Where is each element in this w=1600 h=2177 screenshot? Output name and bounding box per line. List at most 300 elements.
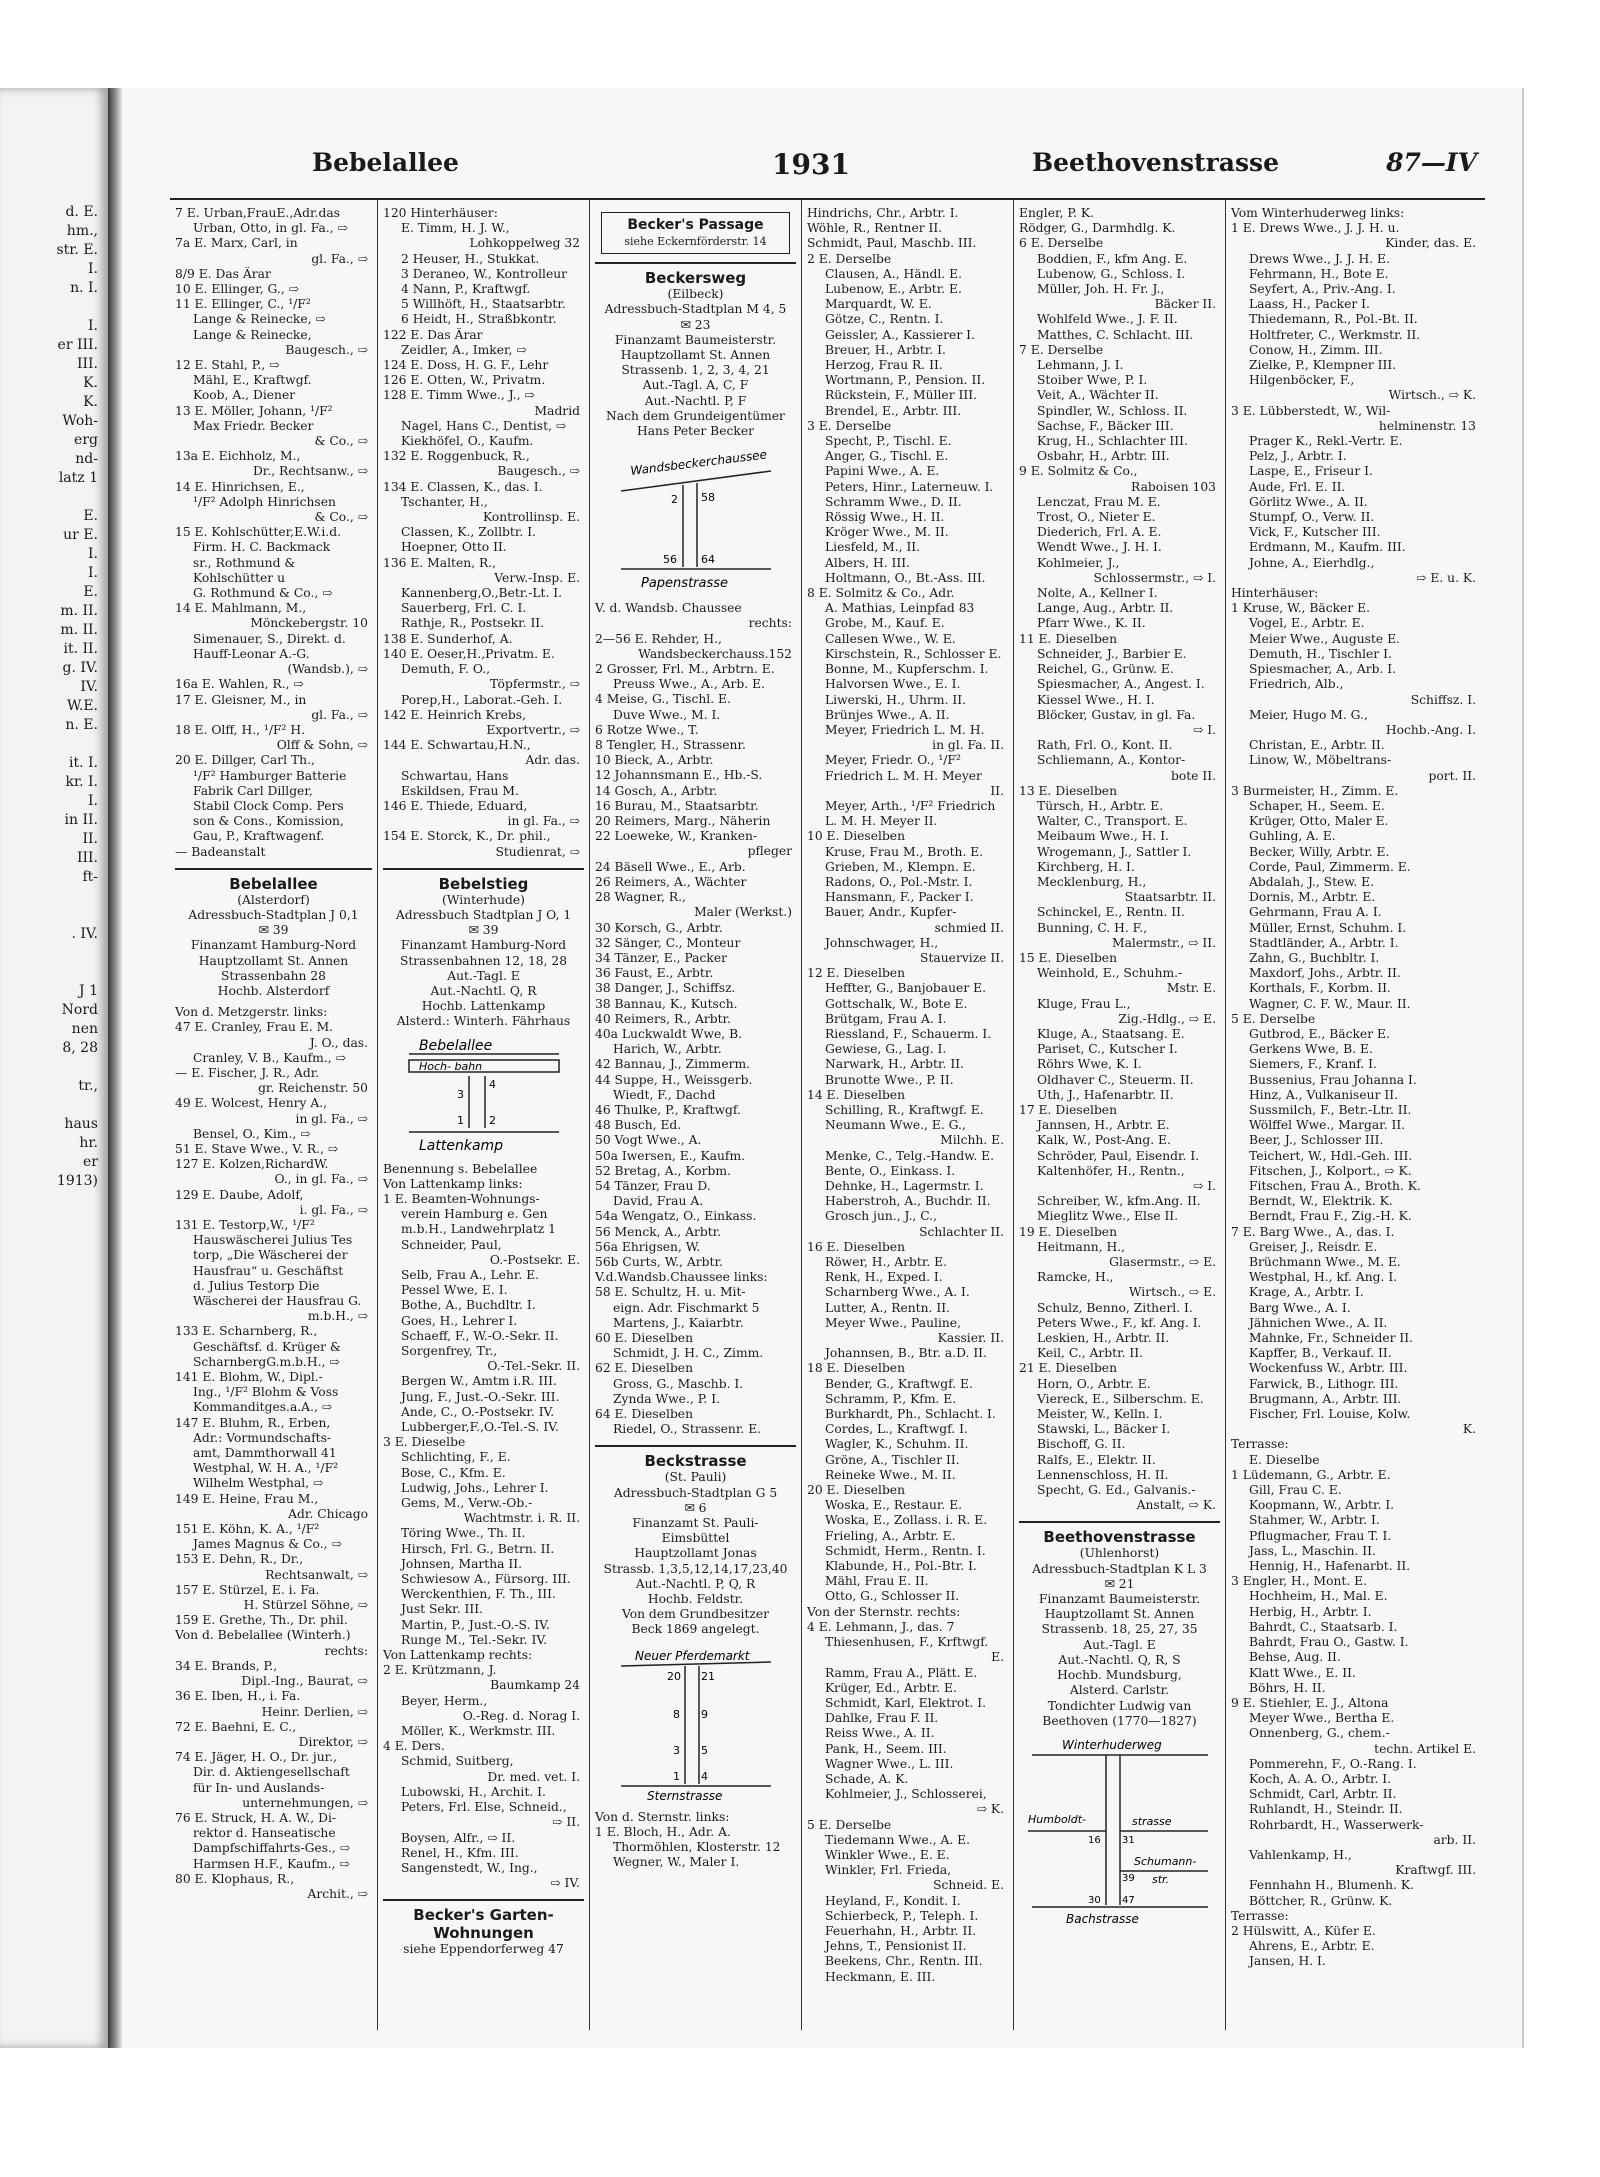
directory-entry: Anger, G., Tischl. E. bbox=[825, 449, 949, 464]
directory-entry: Becker, Willy, Arbtr. E. bbox=[1249, 844, 1390, 859]
directory-entry: Bauer, Andr., Kupfer- bbox=[825, 905, 957, 920]
directory-entry: Klabunde, H., Pol.-Btr. I. bbox=[825, 1559, 977, 1574]
directory-entry: Geissler, A., Kassierer I. bbox=[825, 327, 975, 342]
directory-entry: 142 E. Heinrich Krebs, bbox=[383, 707, 526, 722]
directory-entry: Hinz, A., Vulkaniseur II. bbox=[1249, 1087, 1398, 1102]
directory-entry: Engler, P. K. bbox=[1019, 206, 1095, 220]
directory-entry: Schliemann, A., Kontor- bbox=[1037, 753, 1186, 768]
map-number: 9 bbox=[700, 1707, 708, 1721]
directory-entry: 134 E. Classen, K., das. I. bbox=[383, 479, 543, 494]
directory-entry: 2 E. Krützmann, J. bbox=[383, 1663, 497, 1678]
directory-entry: Erdmann, M., Kaufm. III. bbox=[1249, 540, 1406, 555]
info-line: Adressbuch-Stadtplan M 4, 5 bbox=[604, 302, 787, 317]
directory-entry: Jansen, H. I. bbox=[1249, 1954, 1326, 1969]
street-heading bbox=[595, 262, 796, 287]
directory-entry: Rathje, R., Postsekr. II. bbox=[401, 616, 545, 631]
directory-entry: 2 Hülswitt, A., Küfer E. bbox=[1231, 1923, 1376, 1938]
directory-entry: 10 E. Dieselben bbox=[807, 829, 906, 844]
directory-entry: Behse, Aug. II. bbox=[1249, 1650, 1341, 1665]
map-number: 3 bbox=[672, 1743, 680, 1757]
directory-entry: Classen, K., Zollbtr. I. bbox=[401, 525, 536, 540]
directory-entry: Beer, J., Schlosser III. bbox=[1249, 1133, 1384, 1148]
directory-entry: 19 E. Dieselben bbox=[1019, 1224, 1118, 1239]
directory-entry: 12 E. Dieselben bbox=[807, 966, 906, 981]
directory-entry: 1 E. Beamten-Wohnungs- bbox=[383, 1191, 540, 1206]
directory-entry: Von Lattenkamp links: bbox=[383, 1176, 523, 1191]
directory-entry: 144 E. Schwartau,H.N., bbox=[383, 738, 531, 753]
directory-entry: Ramcke, H., bbox=[1037, 1270, 1114, 1285]
directory-entry: Kohlmeier, J., Schlosserei, bbox=[825, 1787, 987, 1802]
column-5 bbox=[1014, 200, 1226, 2030]
directory-entry: 48 Busch, Ed. bbox=[595, 1118, 682, 1133]
directory-entry: rechts: bbox=[324, 1643, 368, 1658]
directory-entry: Rohrbardt, H., Wasserwerk- bbox=[1249, 1817, 1424, 1832]
directory-entry: Hilgenböcker, F., bbox=[1249, 373, 1355, 388]
directory-entry: Türsch, H., Arbtr. E. bbox=[1037, 798, 1164, 813]
directory-entry: Bergen W., Amtm i.R. III. bbox=[401, 1374, 557, 1389]
directory-entry: Goes, H., Lehrer I. bbox=[401, 1313, 518, 1328]
directory-entry: in gl. Fa. II. bbox=[932, 738, 1004, 753]
directory-entry: Breuer, H., Arbtr. I. bbox=[825, 342, 946, 357]
directory-entry: Martin, P., Just.-O.-S. IV. bbox=[401, 1617, 550, 1632]
directory-entry: Wäscherei der Hausfrau G. bbox=[193, 1294, 362, 1309]
map-label-right: str. bbox=[1151, 1872, 1169, 1886]
directory-entry: Reineke Wwe., M. II. bbox=[825, 1467, 956, 1482]
directory-entry: Peters, Hinr., Laterneuw. I. bbox=[825, 479, 994, 494]
directory-entry: helminenstr. 13 bbox=[1378, 418, 1476, 433]
directory-entry: 6 Heidt, H., Straßbkontr. bbox=[401, 312, 557, 327]
directory-entry: Pommerehn, F., O.-Rang. I. bbox=[1249, 1756, 1417, 1771]
directory-entry: Jähnichen Wwe., A. II. bbox=[1249, 1315, 1388, 1330]
directory-entry: techn. Artikel E. bbox=[1374, 1741, 1476, 1756]
directory-entry: Fitschen, J., Kolport., ⇨ K. bbox=[1249, 1163, 1412, 1178]
map-number: 3 bbox=[456, 1087, 464, 1101]
directory-entry: Narwark, H., Arbtr. II. bbox=[825, 1057, 964, 1072]
directory-entry: 30 Korsch, G., Arbtr. bbox=[595, 920, 723, 935]
directory-entry: Hauff-Leonar A.-G. bbox=[193, 646, 310, 661]
directory-entry: 9 E. Solmitz & Co., bbox=[1019, 464, 1138, 479]
info-line: ✉ 39 bbox=[258, 923, 289, 938]
map-label-top: Bebelallee bbox=[418, 1037, 492, 1054]
directory-entry: Wrogemann, J., Sattler I. bbox=[1037, 844, 1192, 859]
directory-entry: Reichel, G., Grünw. E. bbox=[1037, 662, 1174, 677]
directory-entry: & Co., ⇨ bbox=[314, 510, 368, 525]
map-number: 4 bbox=[488, 1077, 496, 1091]
directory-entry: Heyland, F., Kondit. I. bbox=[825, 1893, 961, 1908]
directory-entry: Wagner Wwe., L. III. bbox=[825, 1756, 954, 1771]
info-line: Aut.-Tagl. E bbox=[1083, 1637, 1156, 1652]
directory-entry: Gill, Frau C. E. bbox=[1249, 1483, 1342, 1498]
column-2 bbox=[378, 200, 590, 2030]
directory-entry: Heitmann, H., bbox=[1037, 1239, 1126, 1254]
directory-entry: 16a E. Wahlen, R., ⇨ bbox=[175, 677, 304, 692]
directory-entry: Brugmann, A., Arbtr. III. bbox=[1249, 1391, 1402, 1406]
directory-entry: Schröder, Paul, Eisendr. I. bbox=[1037, 1148, 1200, 1163]
directory-entry: 20 Reimers, Marg., Näherin bbox=[595, 814, 771, 829]
directory-entry: Möller, K., Werkmstr. III. bbox=[401, 1724, 556, 1739]
directory-entry: 32 Sänger, C., Monteur bbox=[595, 935, 741, 950]
map-label-right: Schumann- bbox=[1133, 1854, 1196, 1868]
directory-entry: E. Timm, H. J. W., bbox=[401, 221, 510, 236]
directory-entry: 6 Rotze Wwe., T. bbox=[595, 722, 699, 737]
directory-entry: Haberstroh, A., Buchdr. II. bbox=[825, 1194, 991, 1209]
directory-entry: 9 E. Stiehler, E. J., Altona bbox=[1231, 1695, 1389, 1710]
directory-entry: Benennung s. Bebelallee bbox=[383, 1161, 538, 1176]
directory-entry: Maxdorf, Johs., Arbtr. II. bbox=[1249, 966, 1401, 981]
street-district: (Alsterdorf) bbox=[237, 892, 310, 907]
directory-entry: Diederich, Frl. A. E. bbox=[1037, 525, 1162, 540]
directory-entry: Holtmann, O., Bt.-Ass. III. bbox=[825, 570, 986, 585]
directory-entry: Stawski, L., Bäcker I. bbox=[1037, 1422, 1171, 1437]
directory-entry: Studienrat, ⇨ bbox=[495, 844, 580, 859]
facing-page-text: d. E. hm., str. E. I. n. I. I. er III. III. K. K. Woh- erg nd- latz 1 E. ur E. I. I. E. m. II. m. II. it. II. g. IV. IV. W.E. n. E. it. I. kr. I. I. in II. II. III. ft- . IV. J 1 Nord nen 8, 28 tr., haus hr. er 1913) bbox=[56, 204, 98, 1189]
directory-entry: Maler (Werkst.) bbox=[694, 905, 792, 920]
directory-entry: 8 E. Solmitz & Co., Adr. bbox=[807, 586, 955, 601]
directory-entry: Stoiber Wwe, P. I. bbox=[1037, 373, 1148, 388]
directory-entry: 149 E. Heine, Frau M., bbox=[175, 1491, 319, 1506]
directory-entry: — E. Fischer, J. R., Adr. bbox=[175, 1065, 320, 1080]
directory-entry: 132 E. Roggenbuck, R., bbox=[383, 449, 530, 464]
map-label-top: Wandsbeckerchaussee bbox=[629, 447, 768, 479]
directory-entry: Mähl, E., Kraftwgf. bbox=[193, 373, 312, 388]
directory-entry: Kiekhöfel, O., Kaufm. bbox=[401, 434, 534, 449]
directory-entry: Pfarr Wwe., K. II. bbox=[1037, 616, 1146, 631]
directory-entry: Bahrdt, C., Staatsarb. I. bbox=[1249, 1619, 1398, 1634]
directory-entry: Schaeff, F., W.-O.-Sekr. II. bbox=[401, 1328, 559, 1343]
map-number: 20 bbox=[666, 1669, 681, 1683]
directory-columns bbox=[170, 198, 1485, 2030]
directory-entry: ¹/F² Adolph Hinrichsen bbox=[193, 494, 336, 509]
directory-entry: ⇨ E. u. K. bbox=[1416, 570, 1476, 585]
info-line: Hauptzollamt St. Annen bbox=[198, 953, 349, 968]
info-line: Von dem Grundbesitzer bbox=[621, 1607, 770, 1622]
directory-entry: Krüger, Ed., Arbtr. E. bbox=[825, 1680, 957, 1695]
directory-entry: Pflugmacher, Frau T. I. bbox=[1249, 1528, 1392, 1543]
directory-entry: Meyer, Friedr. O., ¹/F² bbox=[825, 753, 961, 768]
directory-entry: Klatt Wwe., E. II. bbox=[1249, 1665, 1356, 1680]
directory-entry: Bente, O., Einkass. I. bbox=[825, 1163, 956, 1178]
info-line: Finanzamt Hamburg-Nord bbox=[400, 938, 567, 953]
column-4 bbox=[802, 200, 1014, 2030]
street-map bbox=[601, 1644, 791, 1804]
entry-list bbox=[595, 1810, 796, 1871]
directory-entry: 80 E. Klophaus, R., bbox=[175, 1871, 295, 1886]
directory-entry: 62 E. Dieselben bbox=[595, 1361, 694, 1376]
map-number: 5 bbox=[700, 1743, 708, 1757]
directory-entry: Dahlke, Frau F. II. bbox=[825, 1711, 939, 1726]
directory-entry: ScharnbergG.m.b.H., ⇨ bbox=[193, 1354, 340, 1369]
directory-entry: Beekens, Chr., Rentn. III. bbox=[825, 1954, 983, 1969]
directory-entry: 38 Bannau, K., Kutsch. bbox=[595, 996, 738, 1011]
directory-entry: Archit., ⇨ bbox=[307, 1886, 368, 1901]
directory-entry: Schaper, H., Seem. E. bbox=[1249, 798, 1385, 813]
map-number: 2 bbox=[670, 493, 678, 507]
directory-entry: Hochheim, H., Mal. E. bbox=[1249, 1589, 1388, 1604]
info-line: Hochb. Alsterdorf bbox=[217, 983, 330, 998]
directory-entry: 2 Heuser, H., Stukkat. bbox=[401, 251, 540, 266]
directory-entry: 122 E. Das Ärar bbox=[383, 327, 483, 342]
directory-entry: ⇨ K. bbox=[976, 1802, 1004, 1817]
entry-list bbox=[383, 206, 584, 860]
directory-entry: Krage, A., Arbtr. I. bbox=[1249, 1285, 1364, 1300]
directory-entry: Johannsen, B., Btr. a.D. II. bbox=[825, 1346, 987, 1361]
directory-entry: Kröger Wwe., M. II. bbox=[825, 525, 949, 540]
directory-entry: Papini Wwe., A. E. bbox=[825, 464, 940, 479]
column-3 bbox=[590, 200, 802, 2030]
directory-entry: 10 E. Ellinger, G., ⇨ bbox=[175, 282, 299, 297]
directory-entry: H. Stürzel Söhne, ⇨ bbox=[243, 1598, 368, 1613]
directory-entry: Onnenberg, G., chem.- bbox=[1249, 1726, 1390, 1741]
directory-entry: Hennig, H., Hafenarbt. II. bbox=[1249, 1559, 1411, 1574]
directory-entry: Von d. Sternstr. links: bbox=[595, 1809, 730, 1824]
directory-entry: Von der Sternstr. rechts: bbox=[807, 1604, 961, 1619]
directory-entry: Terrasse: bbox=[1231, 1437, 1289, 1452]
street-name: Beethovenstrasse bbox=[1043, 1528, 1196, 1547]
directory-entry: G. Rothmund & Co., ⇨ bbox=[193, 586, 333, 601]
directory-entry: — Badeanstalt bbox=[175, 844, 266, 859]
page-header bbox=[172, 148, 1477, 188]
directory-entry: Bose, C., Kfm. E. bbox=[401, 1465, 506, 1480]
directory-entry: 140 E. Oeser,H.,Privatm. E. bbox=[383, 646, 555, 661]
directory-entry: Wirtsch., ⇨ E. bbox=[1128, 1285, 1216, 1300]
directory-entry: Hindrichs, Chr., Arbtr. I. bbox=[807, 206, 959, 220]
directory-entry: Nagel, Hans C., Dentist, ⇨ bbox=[401, 418, 567, 433]
directory-entry: 56 Menck, A., Arbtr. bbox=[595, 1224, 722, 1239]
directory-entry: 13 E. Möller, Johann, ¹/F² bbox=[175, 403, 333, 418]
directory-entry: 10 Bieck, A., Arbtr. bbox=[595, 753, 714, 768]
directory-entry: Liesfeld, M., II. bbox=[825, 540, 921, 555]
directory-entry: Bischoff, G. II. bbox=[1037, 1437, 1126, 1452]
directory-entry: Grosch jun., J., C., bbox=[825, 1209, 937, 1224]
directory-entry: Brendel, E., Arbtr. III. bbox=[825, 403, 962, 418]
directory-entry: Mecklenburg, H., bbox=[1037, 874, 1147, 889]
directory-entry: 3 Engler, H., Mont. E. bbox=[1231, 1574, 1368, 1589]
directory-entry: 151 E. Köhn, K. A., ¹/F² bbox=[175, 1522, 320, 1537]
directory-entry: Wohlfeld Wwe., J. F. II. bbox=[1037, 312, 1178, 327]
directory-entry: 13 E. Dieselben bbox=[1019, 783, 1118, 798]
directory-entry: Preuss Wwe., A., Arb. E. bbox=[613, 677, 765, 692]
directory-entry: Meister, W., Kelln. I. bbox=[1037, 1407, 1163, 1422]
directory-entry: Westphal, W. H. A., ¹/F² bbox=[193, 1461, 339, 1476]
directory-entry: Schmidt, J. H. C., Zimm. bbox=[613, 1346, 764, 1361]
directory-entry: Siemers, F., Kranf. I. bbox=[1249, 1057, 1377, 1072]
directory-entry: 7 E. Urban,FrauE.,Adr.das bbox=[175, 206, 340, 220]
directory-entry: 7 E. Barg Wwe., A., das. I. bbox=[1231, 1224, 1395, 1239]
directory-entry: Kirchberg, H. I. bbox=[1037, 859, 1135, 874]
directory-entry: Kinder, das. E. bbox=[1385, 236, 1476, 251]
directory-entry: Gewiese, G., Lag. I. bbox=[825, 1042, 947, 1057]
info-line: Tondichter Ludwig van bbox=[1047, 1698, 1192, 1713]
directory-entry: 18 E. Dieselben bbox=[807, 1361, 906, 1376]
directory-entry: Schreiber, W., kfm.Ang. II. bbox=[1037, 1194, 1201, 1209]
directory-entry: Kohlschütter u bbox=[193, 570, 286, 585]
info-line: Aut.-Tagl. E bbox=[447, 968, 520, 983]
directory-entry: Werckenthien, F. Th., III. bbox=[401, 1587, 556, 1602]
directory-entry: Greiser, J., Reisdr. E. bbox=[1249, 1239, 1378, 1254]
directory-entry: Harich, W., Arbtr. bbox=[613, 1042, 722, 1057]
directory-entry: Kommanditges.a.A., ⇨ bbox=[193, 1400, 333, 1415]
directory-entry: 5 E. Derselbe bbox=[807, 1817, 892, 1832]
directory-entry: Böttcher, R., Grünw. K. bbox=[1249, 1893, 1393, 1908]
directory-entry: 76 E. Struck, H. A. W., Di- bbox=[175, 1810, 337, 1825]
info-line: Strassb. 1,3,5,12,14,17,23,40 bbox=[603, 1561, 788, 1576]
directory-entry: Terrasse: bbox=[1231, 1908, 1289, 1923]
directory-entry: Koob, A., Diener bbox=[193, 388, 296, 403]
directory-entry: 49 E. Wolcest, Henry A., bbox=[175, 1096, 328, 1111]
directory-entry: Leskien, H., Arbtr. II. bbox=[1037, 1331, 1170, 1346]
info-line: Aut.-Nachtl. Q, R bbox=[430, 983, 537, 998]
street-heading bbox=[383, 1899, 584, 1942]
directory-entry: Brünjes Wwe., A. II. bbox=[825, 707, 950, 722]
directory-entry: rechts: bbox=[748, 616, 792, 631]
directory-page bbox=[122, 88, 1524, 2048]
map-number: 1 bbox=[456, 1113, 464, 1127]
directory-entry: Feuerhahn, H., Arbtr. II. bbox=[825, 1923, 977, 1938]
directory-entry: Meier, Hugo M. G., bbox=[1249, 707, 1368, 722]
page-number: 87—IV bbox=[1386, 148, 1477, 177]
directory-entry: Friedrich, Alb., bbox=[1249, 677, 1344, 692]
info-line: Aut.-Nachtl. P, F bbox=[644, 393, 747, 408]
info-line: Hauptzollamt Jonas bbox=[634, 1546, 757, 1561]
street-name: Beckersweg bbox=[644, 269, 747, 288]
directory-entry: Johnschwager, H., bbox=[825, 935, 939, 950]
directory-entry: in gl. Fa., ⇨ bbox=[295, 1111, 368, 1126]
directory-entry: Stauervize II. bbox=[920, 950, 1004, 965]
directory-entry: Corde, Paul, Zimmerm. E. bbox=[1249, 859, 1411, 874]
directory-entry: Bussenius, Frau Johanna I. bbox=[1249, 1072, 1417, 1087]
info-line: Adressbuch-Stadtplan K L 3 bbox=[1032, 1561, 1207, 1576]
directory-entry: Glasermstr., ⇨ E. bbox=[1109, 1255, 1216, 1270]
directory-entry: Lubenow, G., Schloss. I. bbox=[1037, 266, 1186, 281]
directory-entry: Meier Wwe., Auguste E. bbox=[1249, 631, 1400, 646]
directory-entry: E. Dieselbe bbox=[1249, 1452, 1320, 1467]
directory-entry: 3 Deraneo, W., Kontrolleur bbox=[401, 266, 568, 281]
directory-entry: Zeidler, A., Imker, ⇨ bbox=[401, 342, 527, 357]
directory-entry: eign. Adr. Fischmarkt 5 bbox=[613, 1300, 760, 1315]
directory-entry: Kassier. II. bbox=[937, 1331, 1004, 1346]
directory-entry: Meyer, Friedrich L. M. H. bbox=[825, 722, 985, 737]
directory-entry: Schmidt, Karl, Elektrot. I. bbox=[825, 1695, 986, 1710]
directory-entry: Scharnberg Wwe., A. I. bbox=[825, 1285, 970, 1300]
book-gutter bbox=[108, 88, 122, 2048]
directory-entry: 14 E. Hinrichsen, E., bbox=[175, 479, 305, 494]
directory-entry: 3 Burmeister, H., Zimm. E. bbox=[1231, 783, 1399, 798]
directory-entry: 56b Curts, W., Arbtr. bbox=[595, 1254, 723, 1269]
directory-entry: Von Lattenkamp rechts: bbox=[383, 1648, 533, 1663]
directory-entry: 38 Danger, J., Schiffsz. bbox=[595, 981, 736, 996]
directory-entry: 6 E. Derselbe bbox=[1019, 236, 1104, 251]
directory-entry: Verw.-Insp. E. bbox=[494, 570, 580, 585]
directory-entry: Dr. med. vet. I. bbox=[487, 1769, 580, 1784]
directory-entry: A. Mathias, Leinpfad 83 bbox=[825, 601, 975, 616]
directory-entry: 17 E. Dieselben bbox=[1019, 1102, 1118, 1117]
directory-entry: Boddien, F., kfm Ang. E. bbox=[1037, 251, 1188, 266]
directory-entry: Demuth, F. O., bbox=[401, 662, 491, 677]
street-district: (Uhlenhorst) bbox=[1079, 1546, 1160, 1561]
directory-entry: Kontrollinsp. E. bbox=[482, 510, 580, 525]
directory-entry: m.b.H., Landwehrplatz 1 bbox=[401, 1222, 556, 1237]
directory-entry: Schierbeck, P., Teleph. I. bbox=[825, 1908, 979, 1923]
directory-entry: Schneid. E. bbox=[933, 1878, 1004, 1893]
street-name: Becker's Passage bbox=[627, 217, 764, 233]
directory-entry: Zynda Wwe., P. I. bbox=[613, 1391, 721, 1406]
info-line: Adressbuch-Stadtplan J 0,1 bbox=[188, 907, 359, 922]
map-number: 8 bbox=[672, 1707, 680, 1721]
directory-entry: Friedrich L. M. H. Meyer bbox=[825, 768, 982, 783]
directory-entry: 159 E. Grethe, Th., Dr. phil. bbox=[175, 1613, 348, 1628]
directory-entry: J. O., das. bbox=[309, 1035, 368, 1050]
directory-entry: Adr.: Vormundschafts- bbox=[193, 1430, 332, 1445]
directory-entry: Neumann Wwe., E. G., bbox=[825, 1118, 966, 1133]
directory-entry: Menke, C., Telg.-Handw. E. bbox=[825, 1148, 995, 1163]
directory-entry: Horn, O., Arbtr. E. bbox=[1037, 1376, 1151, 1391]
directory-entry: Zahn, G., Buchbltr. I. bbox=[1249, 950, 1380, 965]
entry-list bbox=[807, 206, 1008, 1985]
directory-entry: Ludwig, Johs., Lehrer I. bbox=[401, 1480, 549, 1495]
directory-entry: Harmsen H.F., Kaufm., ⇨ bbox=[193, 1856, 350, 1871]
directory-entry: Mähl, Frau E. II. bbox=[825, 1574, 929, 1589]
directory-entry: 8 Tengler, H., Strassenr. bbox=[595, 738, 746, 753]
directory-entry: Meyer Wwe., Bertha E. bbox=[1249, 1711, 1395, 1726]
street-name: Bebelstieg bbox=[438, 874, 529, 893]
directory-entry: Kruse, Frau M., Broth. E. bbox=[825, 844, 984, 859]
directory-entry: Specht, P., Tischl. E. bbox=[825, 434, 952, 449]
directory-entry: 1 Kruse, W., Bäcker E. bbox=[1231, 601, 1370, 616]
directory-entry: Kluge, Frau L., bbox=[1037, 996, 1131, 1011]
directory-entry: Tschanter, H., bbox=[401, 494, 488, 509]
directory-entry: 4 E. Lehmann, J., das. 7 bbox=[807, 1619, 955, 1634]
directory-entry: Boysen, Alfr., ⇨ II. bbox=[401, 1830, 516, 1845]
info-line: ✉ 6 bbox=[684, 1500, 707, 1515]
directory-entry: Vogel, E., Arbtr. E. bbox=[1249, 616, 1365, 631]
street-name: Becker's Garten- bbox=[413, 1906, 554, 1925]
directory-entry: Schwiesow A., Fürsorg. III. bbox=[401, 1572, 571, 1587]
directory-entry: Meibaum Wwe., H. I. bbox=[1037, 829, 1169, 844]
directory-entry: Albers, H. III. bbox=[825, 555, 910, 570]
directory-entry: 17 E. Gleisner, M., in bbox=[175, 692, 307, 707]
info-line: Aut.-Tagl. A, C, F bbox=[642, 378, 749, 393]
directory-entry: O.-Reg. d. Norag I. bbox=[462, 1708, 580, 1723]
directory-entry: Dipl.-Ing., Baurat, ⇨ bbox=[241, 1674, 368, 1689]
directory-entry: 50 Vogt Wwe., A. bbox=[595, 1133, 702, 1148]
directory-entry: Röhrs Wwe, K. I. bbox=[1037, 1057, 1142, 1072]
directory-entry: Spindler, W., Schloss. II. bbox=[1037, 403, 1188, 418]
directory-entry: Malermstr., ⇨ II. bbox=[1111, 935, 1216, 950]
directory-entry: Raboisen 103 bbox=[1131, 479, 1216, 494]
directory-entry: Walter, C., Transport. E. bbox=[1037, 814, 1188, 829]
directory-entry: Hausfrau“ u. Geschäftst bbox=[193, 1263, 344, 1278]
directory-entry: arb. II. bbox=[1433, 1832, 1476, 1847]
directory-entry: 12 E. Stahl, P., ⇨ bbox=[175, 358, 280, 373]
info-line: Hochb. Lattenkamp bbox=[421, 999, 546, 1014]
directory-entry: Adr. Chicago bbox=[288, 1506, 368, 1521]
directory-entry: Mönckebergstr. 10 bbox=[250, 616, 368, 631]
info-line: Adressbuch-Stadtplan G 5 bbox=[613, 1485, 778, 1500]
directory-entry: Eskildsen, Frau M. bbox=[401, 783, 519, 798]
directory-entry: Töpfermstr., ⇨ bbox=[489, 677, 580, 692]
directory-entry: Schmidt, Herm., Rentn. I. bbox=[825, 1543, 986, 1558]
directory-entry: Schramm, P., Kfm. E. bbox=[825, 1391, 957, 1406]
map-number: 58 bbox=[700, 491, 715, 505]
directory-entry: L. M. H. Meyer II. bbox=[825, 814, 938, 829]
directory-entry: 44 Suppe, H., Weissgerb. bbox=[595, 1072, 753, 1087]
directory-entry: schmied II. bbox=[934, 920, 1004, 935]
directory-entry: Abdalah, J., Stew. E. bbox=[1249, 874, 1375, 889]
directory-entry: rektor d. Hanseatische bbox=[193, 1826, 336, 1841]
directory-entry: Schmid, Suitberg, bbox=[401, 1754, 514, 1769]
directory-entry: Grieben, M., Klempn. E. bbox=[825, 859, 976, 874]
directory-entry: Bäcker II. bbox=[1154, 297, 1216, 312]
